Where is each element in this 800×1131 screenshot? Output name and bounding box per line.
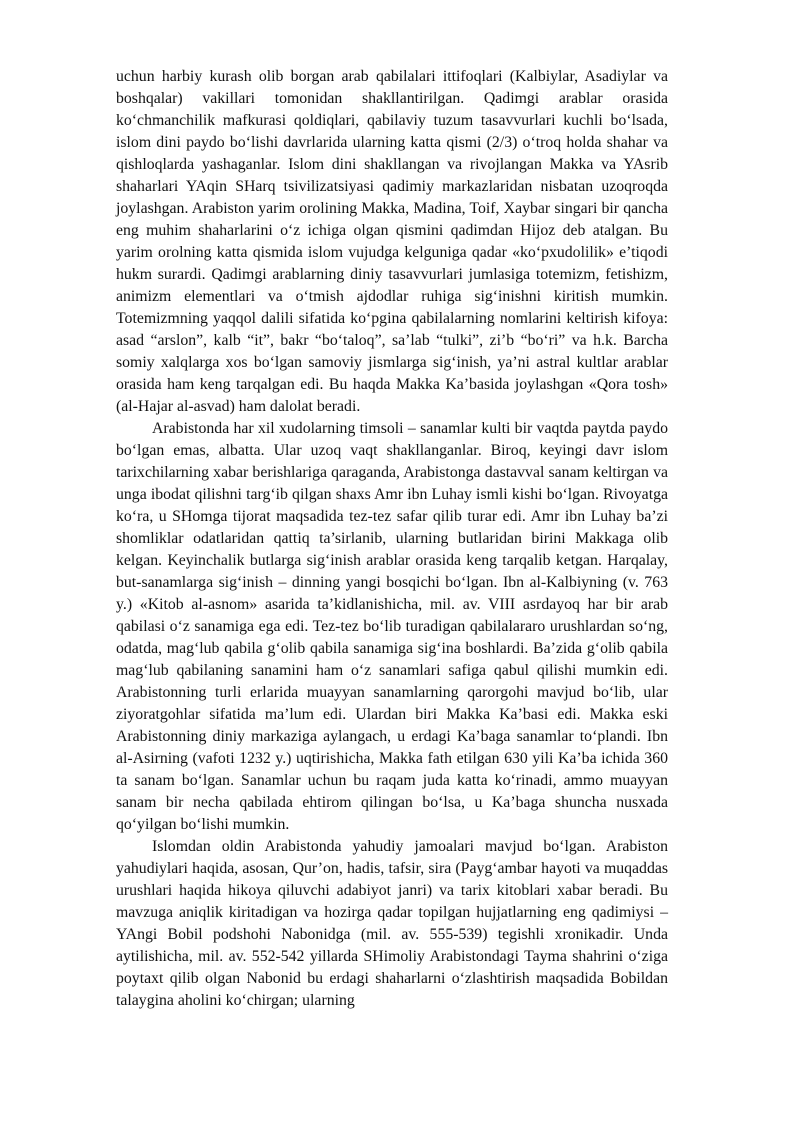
paragraph-arab-tribes: uchun harbiy kurash olib borgan arab qabilalari ittifoqlari (Kalbiylar, Asadiylar va boshqalar) vakillari tomonidan shakllantirilgan. Qadimgi arablar orasida koʻchmanchilik mafkurasi qoldiqlari, qabilaviy tuzum tasavvurlari kuchli boʻlsada, islom dini paydo boʻlishi davrlarida ularning katta qismi (2/3) oʻtroq holda shahar va qishloqlarda yashaganlar. Islom dini shakllangan va rivojlangan Makka va YAsrib shaharlari YAqin SHarq tsivilizatsiyasi qadimiy markazlaridan nisbatan uzoqroqda joylashgan. Arabiston yarim orolining Makka, Madina, Toif, Xaybar singari bir qancha eng muhim shaharlarini oʻz ichiga olgan qismini qadimdan Hijoz deb atalgan. Bu yarim orolning katta qismida islom vujudga kelguniga qadar «koʻpxudolilik» e’tiqodi hukm surardi. Qadimgi arablarning diniy tasavvurlari jumlasiga totemizm, fetishizm, animizm elementlari va oʻtmish ajdodlar ruhiga sigʻinishni kiritish mumkin. Totemizmning yaqqol dalili sifatida koʻpgina qabilalarning nomlarini keltirish kifoya: asad “arslon”, kalb “it”, bakr “boʻtaloq”, sa’lab “tulki”, zi’b “boʻri” va h.k. Barcha somiy xalqlarga xos boʻlgan samoviy jismlarga sigʻinish, ya’ni astral kultlar arablar orasida ham keng tarqalgan edi. Bu haqda Makka Ka’basida joylashgan «Qora tosh» (al-Hajar al-asvad) ham dalolat beradi. [116, 68, 668, 415]
document-page [116, 66, 668, 1012]
paragraph-idol-cult: Arabistonda har xil xudolarning timsoli – sanamlar kulti bir vaqtda paytda paydo boʻlgan emas, albatta. Ular uzoq vaqt shakllanganlar. Biroq, keyingi davr islom tarixchilarning xabar berishlariga qaraganda, Arabistonga dastavval sanam keltirgan va unga ibodat qilishni targʻib qilgan shaxs Amr ibn Luhay ismli kishi boʻlgan. Rivoyatga koʻra, u SHomga tijorat maqsadida tez-tez safar qilib turar edi. Amr ibn Luhay ba’zi shomliklar odatlaridan qattiq ta’sirlanib, ularning butlaridan birini Makkaga olib kelgan. Keyinchalik butlarga sigʻinish arablar orasida keng tarqalib ketgan. Harqalay, but-sanamlarga sigʻinish – dinning yangi bosqichi boʻlgan. Ibn al-Kalbiyning (v. 763 y.) «Kitob al-asnom» asarida ta’kidlanishicha, mil. av. VIII asrdayoq har bir arab qabilasi oʻz sanamiga ega edi. Tez-tez boʻlib turadigan qabilalararo urushlardan soʻng, odatda, magʻlub qabila gʻolib qabila sanamiga sigʻina boshlardi. Ba’zida gʻolib qabila magʻlub qabilaning sanamini ham oʻz sanamlari safiga qabul qilishi mumkin edi. Arabistonning turli erlarida muayyan sanamlarning qarorgohi mavjud boʻlib, ular ziyoratgohlar sifatida ma’lum edi. Ulardan biri Makka Ka’basi edi. Makka eski Arabistonning diniy markaziga aylangach, u erdagi Ka’baga sanamlar toʻplandi. Ibn al-Asirning (vafoti 1232 y.) uqtirishicha, Makka fath etilgan 630 yili Ka’ba ichida 360 ta sanam boʻlgan. Sanamlar uchun bu raqam juda katta koʻrinadi, ammo muayyan sanam bir necha qabilada ehtirom qilingan boʻlsa, u Ka’baga shuncha nusxada qoʻyilgan boʻlishi mumkin. [116, 420, 668, 833]
paragraph-jewish-communities: Islomdan oldin Arabistonda yahudiy jamoalari mavjud boʻlgan. Arabiston yahudiylari haqida, asosan, Qur’on, hadis, tafsir, sira (Paygʻambar hayoti va muqaddas urushlari haqida hikoya qiluvchi adabiyot janri) va tarix kitoblari xabar beradi. Bu mavzuga aniqlik kiritadigan va hozirga qadar topilgan hujjatlarning eng qadimiysi – YAngi Bobil podshohi Nabonidga (mil. av. 555-539) tegishli xronikadir. Unda aytilishicha, mil. av. 552-542 yillarda SHimoliy Arabistondagi Tayma shahrini oʻziga poytaxt qilib olgan Nabonid bu erdagi shaharlarni oʻzlashtirish maqsadida Bobildan talayginа aholini koʻchirgan; ularning [116, 838, 668, 1009]
